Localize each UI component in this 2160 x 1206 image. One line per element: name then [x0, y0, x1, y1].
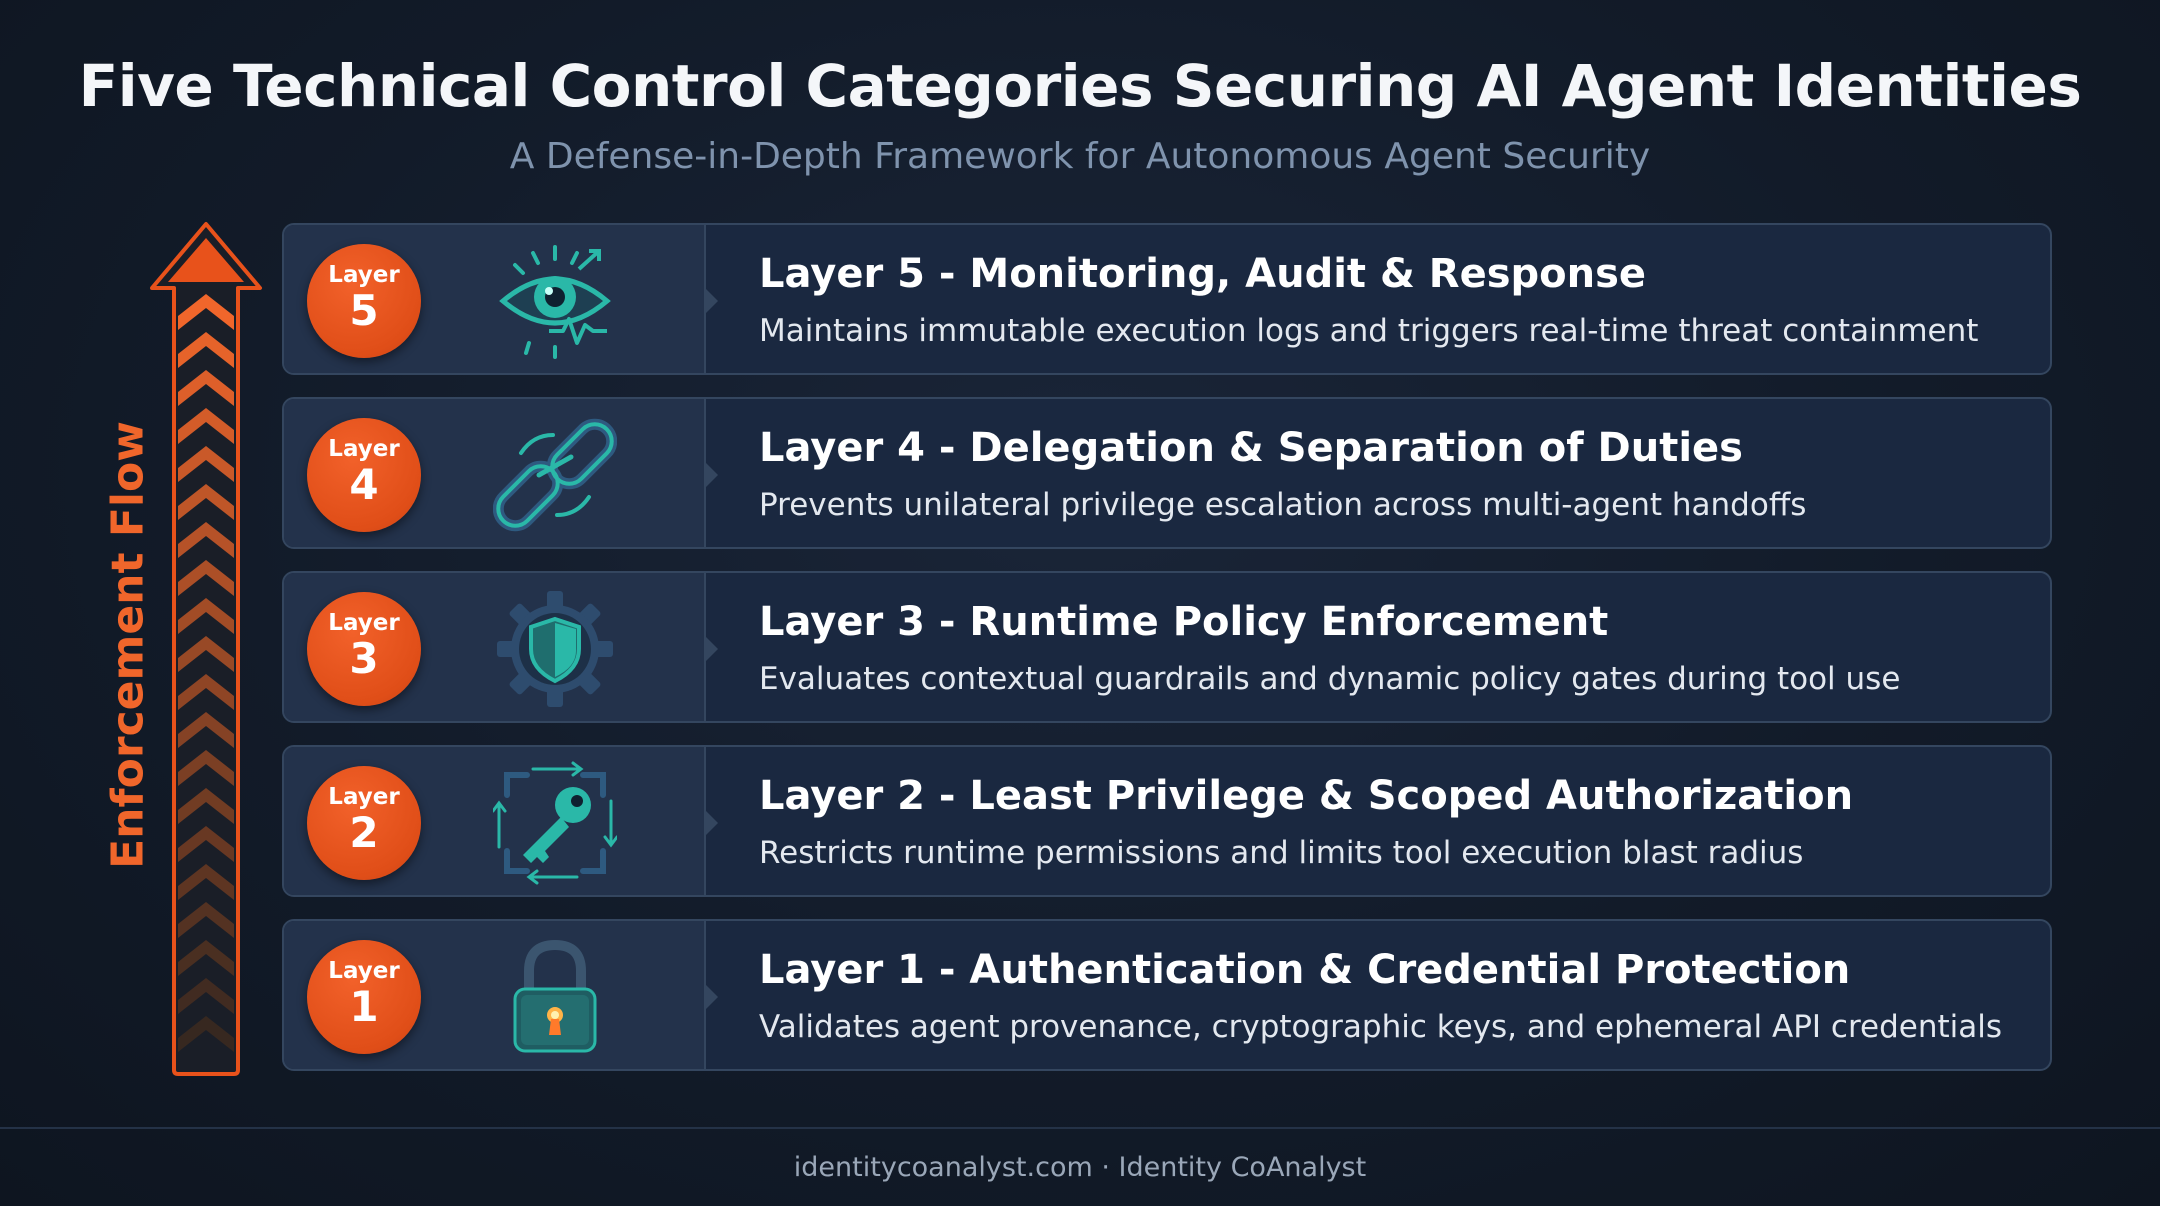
- footer-divider: [0, 1127, 2160, 1129]
- layer-4-title: Layer 4 - Delegation & Separation of Duties: [759, 425, 1743, 471]
- layer-5-badge: [307, 244, 421, 358]
- layer-badge-number: 4: [349, 460, 379, 509]
- layer-5-row: [282, 223, 2052, 375]
- layer-2-row: [282, 745, 2052, 897]
- layer-3-row: [282, 571, 2052, 723]
- layer-badge-word: Layer: [328, 436, 400, 462]
- layer-3-icon-panel: [284, 573, 706, 721]
- layer-1-badge: [307, 940, 421, 1054]
- key-scope-icon: [493, 761, 617, 885]
- layer-badge-number: 5: [349, 286, 379, 335]
- layer-2-title: Layer 2 - Least Privilege & Scoped Authorization: [759, 773, 1854, 819]
- layer-1-row: [282, 919, 2052, 1071]
- padlock-icon: [493, 935, 617, 1059]
- layer-4-row: [282, 397, 2052, 549]
- page-title: Five Technical Control Categories Securing AI Agent Identities: [78, 52, 2082, 120]
- layer-badge-number: 1: [349, 982, 379, 1031]
- layer-badge-number: 2: [349, 808, 379, 857]
- layer-badge-word: Layer: [328, 610, 400, 636]
- layer-3-badge: [307, 592, 421, 706]
- layer-3-title: Layer 3 - Runtime Policy Enforcement: [759, 599, 1609, 645]
- layer-badge-number: 3: [349, 634, 379, 683]
- footer-credit: identitycoanalyst.com · Identity CoAnalyst: [793, 1152, 1367, 1183]
- layer-1-description: Validates agent provenance, cryptographic keys, and ephemeral API credentials: [759, 1009, 2003, 1045]
- layer-badge-word: Layer: [328, 262, 400, 288]
- layer-5-title: Layer 5 - Monitoring, Audit & Response: [759, 251, 1647, 297]
- layer-4-badge: [307, 418, 421, 532]
- layer-badge-word: Layer: [328, 784, 400, 810]
- layer-4-icon-panel: [284, 399, 706, 547]
- gear-shield-icon: [493, 587, 617, 711]
- chain-link-icon: [493, 413, 617, 537]
- page-subtitle: A Defense-in-Depth Framework for Autonomous Agent Security: [509, 136, 1651, 177]
- layer-5-icon-panel: [284, 225, 706, 373]
- layer-1-title: Layer 1 - Authentication & Credential Protection: [759, 947, 1851, 993]
- enforcement-flow-arrow: [148, 220, 264, 1077]
- layer-2-badge: [307, 766, 421, 880]
- enforcement-flow-label: Enforcement Flow: [102, 421, 154, 869]
- layer-5-description: Maintains immutable execution logs and triggers real-time threat containment: [759, 313, 1979, 349]
- layer-badge-word: Layer: [328, 958, 400, 984]
- layer-4-description: Prevents unilateral privilege escalation across multi-agent handoffs: [759, 487, 1807, 523]
- layer-2-description: Restricts runtime permissions and limits tool execution blast radius: [759, 835, 1804, 871]
- layer-3-description: Evaluates contextual guardrails and dynamic policy gates during tool use: [759, 661, 1901, 697]
- eye-monitoring-icon: [493, 239, 617, 363]
- layer-2-icon-panel: [284, 747, 706, 895]
- layer-1-icon-panel: [284, 921, 706, 1069]
